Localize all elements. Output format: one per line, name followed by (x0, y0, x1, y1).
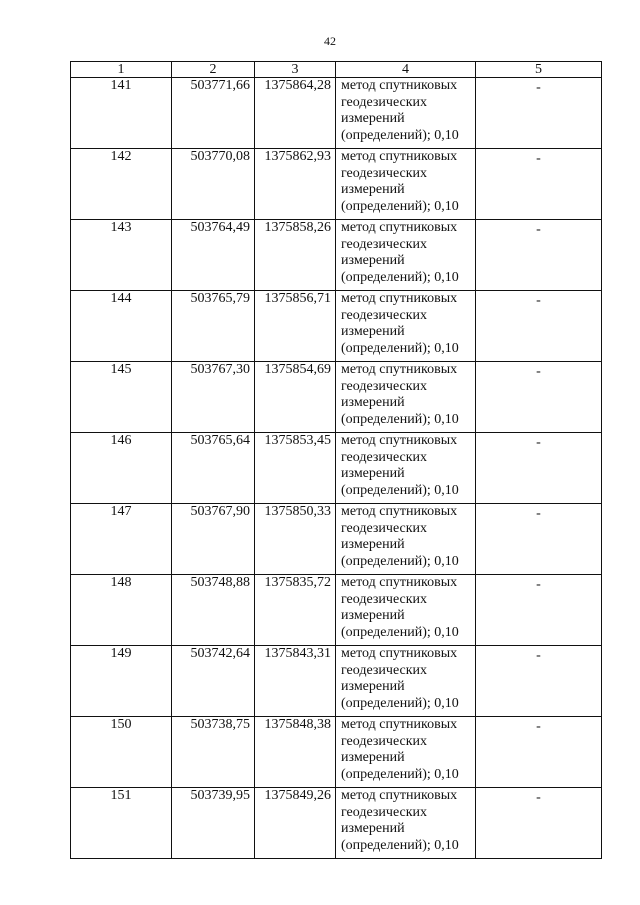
point-number-cell: 146 (71, 433, 172, 504)
table-body (71, 78, 602, 859)
method-line: (определений); 0,10 (341, 837, 459, 853)
y-coordinate-cell: 1375835,72 (255, 575, 336, 646)
point-number-cell: 144 (71, 291, 172, 362)
point-number-cell: 145 (71, 362, 172, 433)
header-row (71, 62, 602, 78)
x-coordinate-cell: 503765,79 (172, 291, 255, 362)
method-line: метод спутниковых (341, 433, 458, 448)
method-cell (336, 717, 476, 788)
x-coordinate-cell: 503767,90 (172, 504, 255, 575)
table-row (71, 788, 602, 859)
table-row (71, 291, 602, 362)
method-line: геодезических (341, 662, 428, 678)
header-col-3: 3 (255, 62, 336, 78)
point-number-cell: 141 (71, 78, 172, 149)
method-line: (определений); 0,10 (341, 695, 459, 711)
method-line: измерений (341, 750, 405, 765)
y-coordinate-cell: 1375853,45 (255, 433, 336, 504)
method-line: измерений (341, 466, 405, 481)
method-line: (определений); 0,10 (341, 553, 459, 569)
column-5-cell: - (476, 149, 602, 220)
table-row (71, 717, 602, 788)
point-number-cell: 150 (71, 717, 172, 788)
method-line: измерений (341, 111, 405, 126)
method-cell (336, 291, 476, 362)
x-coordinate-cell: 503738,75 (172, 717, 255, 788)
column-5-cell: - (476, 78, 602, 149)
table-row (71, 220, 602, 291)
method-line: метод спутниковых (341, 504, 458, 519)
table-row (71, 646, 602, 717)
method-cell (336, 149, 476, 220)
method-cell (336, 362, 476, 433)
y-coordinate-cell: 1375849,26 (255, 788, 336, 859)
method-line: (определений); 0,10 (341, 411, 459, 427)
header-col-5: 5 (476, 62, 602, 78)
y-coordinate-cell: 1375864,28 (255, 78, 336, 149)
method-line: метод спутниковых (341, 78, 458, 93)
method-line: (определений); 0,10 (341, 269, 459, 285)
y-coordinate-cell: 1375850,33 (255, 504, 336, 575)
method-line: измерений (341, 537, 405, 552)
point-number-cell: 151 (71, 788, 172, 859)
header-col-1: 1 (71, 62, 172, 78)
method-line: (определений); 0,10 (341, 766, 459, 782)
column-5-cell: - (476, 291, 602, 362)
point-number-cell: 143 (71, 220, 172, 291)
y-coordinate-cell: 1375854,69 (255, 362, 336, 433)
method-line: геодезических (341, 94, 428, 110)
method-line: (определений); 0,10 (341, 482, 459, 498)
point-number-cell: 142 (71, 149, 172, 220)
method-cell (336, 788, 476, 859)
point-number-cell: 148 (71, 575, 172, 646)
method-line: метод спутниковых (341, 149, 458, 164)
method-cell (336, 433, 476, 504)
method-line: геодезических (341, 804, 428, 820)
y-coordinate-cell: 1375843,31 (255, 646, 336, 717)
x-coordinate-cell: 503748,88 (172, 575, 255, 646)
method-cell (336, 575, 476, 646)
x-coordinate-cell: 503771,66 (172, 78, 255, 149)
coordinates-table (70, 61, 602, 859)
method-line: измерений (341, 608, 405, 623)
column-5-cell: - (476, 433, 602, 504)
method-line: (определений); 0,10 (341, 198, 459, 214)
y-coordinate-cell: 1375862,93 (255, 149, 336, 220)
table-row (71, 504, 602, 575)
table-header (71, 62, 602, 78)
method-line: геодезических (341, 378, 428, 394)
method-line: метод спутниковых (341, 575, 458, 590)
method-line: геодезических (341, 236, 428, 252)
method-line: метод спутниковых (341, 291, 458, 306)
x-coordinate-cell: 503739,95 (172, 788, 255, 859)
header-col-2: 2 (172, 62, 255, 78)
table-row (71, 78, 602, 149)
y-coordinate-cell: 1375848,38 (255, 717, 336, 788)
method-line: измерений (341, 182, 405, 197)
method-line: (определений); 0,10 (341, 624, 459, 640)
method-line: метод спутниковых (341, 788, 458, 803)
column-5-cell: - (476, 575, 602, 646)
point-number-cell: 149 (71, 646, 172, 717)
column-5-cell: - (476, 646, 602, 717)
method-line: геодезических (341, 520, 428, 536)
table-row (71, 575, 602, 646)
method-line: метод спутниковых (341, 220, 458, 235)
x-coordinate-cell: 503764,49 (172, 220, 255, 291)
method-cell (336, 220, 476, 291)
method-line: метод спутниковых (341, 362, 458, 377)
method-cell (336, 646, 476, 717)
x-coordinate-cell: 503770,08 (172, 149, 255, 220)
header-col-4: 4 (336, 62, 476, 78)
table-row (71, 149, 602, 220)
method-line: (определений); 0,10 (341, 340, 459, 356)
column-5-cell: - (476, 220, 602, 291)
method-line: измерений (341, 821, 405, 836)
method-line: геодезических (341, 733, 428, 749)
column-5-cell: - (476, 504, 602, 575)
method-cell (336, 504, 476, 575)
method-line: измерений (341, 324, 405, 339)
column-5-cell: - (476, 717, 602, 788)
x-coordinate-cell: 503765,64 (172, 433, 255, 504)
y-coordinate-cell: 1375856,71 (255, 291, 336, 362)
method-line: метод спутниковых (341, 717, 458, 732)
method-cell (336, 78, 476, 149)
column-5-cell: - (476, 788, 602, 859)
method-line: измерений (341, 253, 405, 268)
table-row (71, 433, 602, 504)
method-line: геодезических (341, 591, 428, 607)
method-line: измерений (341, 679, 405, 694)
method-line: измерений (341, 395, 405, 410)
method-line: геодезических (341, 449, 428, 465)
method-line: геодезических (341, 165, 428, 181)
table-row (71, 362, 602, 433)
x-coordinate-cell: 503742,64 (172, 646, 255, 717)
method-line: метод спутниковых (341, 646, 458, 661)
point-number-cell: 147 (71, 504, 172, 575)
page-number: 42 (324, 34, 336, 48)
x-coordinate-cell: 503767,30 (172, 362, 255, 433)
method-line: (определений); 0,10 (341, 127, 459, 143)
column-5-cell: - (476, 362, 602, 433)
method-line: геодезических (341, 307, 428, 323)
y-coordinate-cell: 1375858,26 (255, 220, 336, 291)
